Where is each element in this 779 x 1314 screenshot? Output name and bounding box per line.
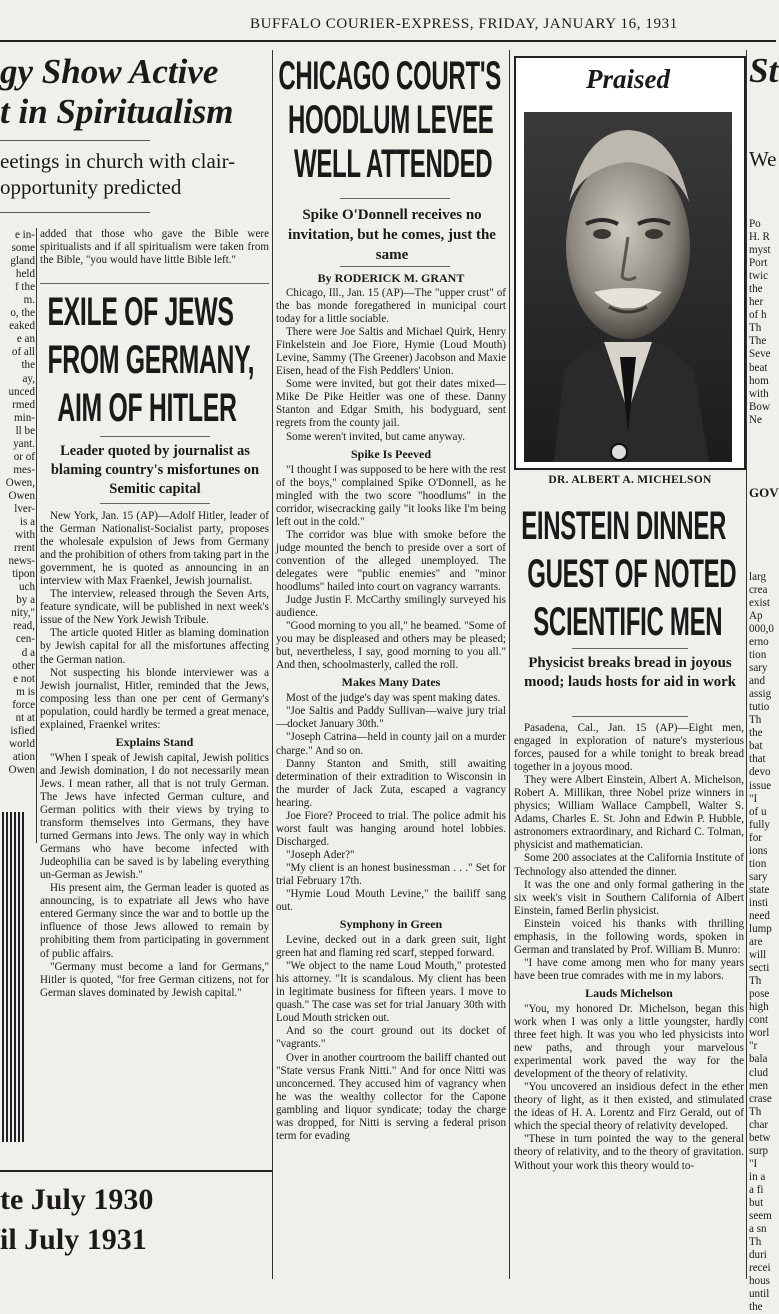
cut-line: issue xyxy=(749,779,772,792)
einstein-body xyxy=(514,722,744,1173)
cut-line: Th xyxy=(749,1236,762,1249)
cut-line: of h xyxy=(749,309,767,322)
cut-line: min- xyxy=(14,411,35,424)
cut-line: clud xyxy=(749,1066,769,1079)
subhead: GOV xyxy=(749,484,779,500)
cut-line: Th xyxy=(749,1105,762,1118)
paragraph: "These in turn pointed the way to the general theory of relativity, and to the theory of gravitation. Without your work this theory would to- xyxy=(514,1133,744,1172)
cut-line: nt at xyxy=(15,711,35,724)
cut-line: sary xyxy=(749,870,768,883)
paragraph: Einstein voiced his thanks with thrilling emphasis, in the following words, spoken in German and translated by Prof. William B. Munro: xyxy=(514,917,744,956)
divider xyxy=(340,198,450,199)
cut-line: with xyxy=(749,387,769,400)
hitler-body xyxy=(40,510,269,1000)
subhead: Symphony in Green xyxy=(339,917,443,932)
cut-line: tipon xyxy=(12,568,35,581)
cut-line: the xyxy=(749,283,763,296)
paragraph: Some weren't invited, but came anyway. xyxy=(286,430,466,443)
cut-line: betw xyxy=(749,1131,771,1144)
cut-line: tutio xyxy=(749,701,770,714)
paragraph: It was the one and only formal gathering in the six week's visit in Southern California of Albert Einstein, famed Berlin physicist. xyxy=(514,878,744,917)
einstein-deck: Physicist breaks bread in joyous mood; lauds hosts for aid in work xyxy=(524,655,736,690)
paragraph: Pasadena, Cal., Jan. 15 (AP)—Eight men, engaged in exploration of nature's mysterious forces, paused for a while tonight to break bread together in a joyous mood. xyxy=(514,722,744,774)
cut-line: worl xyxy=(749,1027,770,1040)
cut-line: for xyxy=(749,831,762,844)
headline-line: gy Show Active xyxy=(0,52,219,91)
cut-line: assig xyxy=(749,688,772,701)
paragraph: "When I speak of Jewish capital, Jewish politics and Jewish domination, I do not necessarily mean Jews. I mean rather, all that is not truly German. The Jews have infected German culture, and German politics with their views by trying to transform themselves into Germans, they have turned Germans into Jews. The only way in which Germans who have become infected with Judeophilia can be saved is by labeling everything un-German as Jewish." xyxy=(40,751,269,882)
photo-caption: DR. ALBERT A. MICHELSON xyxy=(548,474,712,486)
cut-line: f the xyxy=(14,281,35,294)
paragraph: "You uncovered an insidious defect in the ether theory of light, as it then existed, and stimulated the ideas of H. A. Lorentz and Firz Gerald, out of which the special theory of relativity developed. xyxy=(514,1081,744,1133)
paragraph: "Hymie Loud Mouth Levine," the bailiff sang out. xyxy=(276,888,506,914)
cut-line: held xyxy=(15,268,35,281)
cut-line: pose xyxy=(749,988,770,1001)
divider xyxy=(100,503,210,504)
column-rule xyxy=(272,50,273,1279)
spiritualism-headline xyxy=(0,52,270,132)
hitler-headline xyxy=(40,288,270,432)
paragraph: There were Joe Saltis and Michael Quirk, Henry Finkelstein and Joe Fiore, Hymie (Loud Mouth) Levine, Sammy (The Greener) Jacobson and Maxie Eisen, head of the Fish Peddlers' Union. xyxy=(276,326,506,378)
cut-text xyxy=(0,229,35,777)
cut-line: crea xyxy=(749,583,768,596)
cut-line: twic xyxy=(749,270,769,283)
divider xyxy=(0,212,150,213)
cut-line: but xyxy=(749,1197,764,1209)
headline-line: te July 1930 xyxy=(0,1183,154,1216)
cut-line: other xyxy=(12,659,35,672)
paragraph: Over in another courtroom the bailiff chanted out "State versus Frank Nitti." And for once Nitti was unconcerned. They accused him of vagrancy when he was the wealthy collector for the Capone gambling and liquor syndicate; today the charge was dropped, for Nitti is serving a federal prison term for evading xyxy=(276,1051,506,1142)
cut-line: exist xyxy=(749,596,770,609)
cut-line: 000,0 xyxy=(749,622,774,635)
cut-line: news- xyxy=(8,555,35,568)
divider xyxy=(0,140,150,141)
cut-line: Owen xyxy=(8,763,35,776)
cut-line: e an xyxy=(16,333,35,346)
paragraph: Some were invited, but got their dates mixed—Mike De Pike Heitler was one of these. Danny Stanton and Edgar Smith, his bodyguard, sent regrets from the county jail. xyxy=(276,378,506,430)
paragraph: "I have come among men who for many years have been true comrades with me in my labors. xyxy=(514,956,744,982)
cut-line: larg xyxy=(749,570,767,583)
paragraph: His present aim, the German leader is quoted as announcing, is to expatriate all Jews who have entered Germany since the war and to bottle up the influence of those Jews allowed to remain by prohibiting them from participating in government of public affairs. xyxy=(40,882,269,960)
border-strip xyxy=(2,812,26,1142)
paragraph: Most of the judge's day was spent making dates. xyxy=(286,692,501,705)
cut-line: duri xyxy=(749,1249,767,1262)
masthead: BUFFALO COURIER-EXPRESS, FRIDAY, JANUARY 16, 1931 xyxy=(250,16,678,32)
paragraph: "Joseph Ader?" xyxy=(286,848,355,861)
cut-line: the xyxy=(749,727,763,740)
cut-text xyxy=(749,218,776,427)
spiritualism-deck xyxy=(0,148,272,200)
hitler-deck: Leader quoted by journalist as blaming country's misfortunes on Semitic capital xyxy=(50,443,260,497)
cut-line: sary xyxy=(749,662,768,675)
paragraph: They were Albert Einstein, Albert A. Michelson, Robert A. Millikan, three Nobel prize winners in physics; William Wallace Campbell, Walter S. Adams, Charles E. St. John and Edwin P. Hubble, astronomers extraordinary, and Richard C. Tolman, physicist and mathematician. xyxy=(514,774,744,852)
cut-line: cen- xyxy=(15,633,35,646)
cut-line: with xyxy=(15,529,35,542)
cut-line: ions xyxy=(749,844,768,857)
cut-line: unced xyxy=(8,385,35,398)
headline-line: t in Spiritualism xyxy=(0,92,234,131)
paragraph: "My client is an honest businessman . . ." Set for trial February 17th. xyxy=(276,861,506,887)
cut-line: e not xyxy=(13,672,35,685)
cut-line: bala xyxy=(749,1053,768,1066)
cut-line: nity," xyxy=(11,607,35,620)
paragraph: added that those who gave the Bible were spiritualists and if all spiritualism were taken from the Bible, "you would have little Bible left." xyxy=(40,228,269,267)
cut-line: state xyxy=(749,883,770,896)
cut-line: bat xyxy=(749,740,763,753)
column-rule xyxy=(509,50,510,1279)
paragraph: "Germany must become a land for Germans," Hitler is quoted, "for free German citizens, not for German slaves dominated by Jewish capital." xyxy=(40,960,269,999)
cut-line: o, the xyxy=(10,307,35,320)
chicago-deck: Spike O'Donnell receives no invitation, but he comes, just the same xyxy=(288,207,496,263)
spiritualism-continuation xyxy=(40,228,269,267)
bottom-headline xyxy=(0,1180,272,1260)
headline-line: SCIENTIFIC MEN xyxy=(533,600,723,644)
cut-line: tion xyxy=(749,857,767,870)
paragraph: Joe Fiore? Proceed to trial. The police admit his worst fault was hanging around hotel lobbies. Discharged. xyxy=(276,809,506,848)
byline: By RODERICK M. GRANT xyxy=(317,271,465,285)
paragraph: "Joe Saltis and Paddy Sullivan—waive jury trial—docket January 30th." xyxy=(276,705,506,731)
headline-line: il July 1931 xyxy=(0,1223,147,1256)
cut-line: Owen, xyxy=(5,476,35,489)
cut-line: by a xyxy=(16,594,35,607)
portrait-image xyxy=(524,112,732,462)
michelson-photo xyxy=(524,112,732,462)
cut-line: the xyxy=(21,359,35,372)
cut-line: Bow xyxy=(749,400,770,413)
paragraph: And so the court ground out its docket of "vagrants." xyxy=(276,1025,506,1051)
cut-line: myst xyxy=(749,244,771,257)
cut-line: will xyxy=(749,949,767,962)
cut-line: tion xyxy=(749,649,767,662)
spiritualism-cut-column xyxy=(0,229,35,789)
chicago-body xyxy=(276,272,506,1143)
subhead: Explains Stand xyxy=(115,734,194,749)
cut-line: Ap xyxy=(749,609,763,622)
paragraph: "We object to the name Loud Mouth," protested his attorney. "It is scandalous. My client has been in legitimate business for fifteen years. I move to quash." The case was set for trial January 30th with Loud Mouth stricken out. xyxy=(276,960,506,1025)
column-rule xyxy=(746,50,747,1279)
cut-line: the xyxy=(749,1301,763,1314)
cut-line: yant. xyxy=(13,437,35,450)
cut-line: and xyxy=(749,675,766,688)
divider xyxy=(100,436,210,437)
cut-line: lump xyxy=(749,923,772,936)
cut-line: cont xyxy=(749,1014,769,1027)
divider xyxy=(572,648,688,649)
cut-line: eaked xyxy=(9,320,35,333)
cut-line: secti xyxy=(749,962,770,975)
right-edge-story xyxy=(749,50,779,1314)
subhead: Lauds Michelson xyxy=(585,985,673,1000)
subhead: Spike Is Peeved xyxy=(350,446,431,461)
cut-line: surp xyxy=(749,1144,769,1157)
cut-line: crase xyxy=(749,1092,772,1105)
divider xyxy=(572,716,688,717)
cut-line: lver- xyxy=(14,502,35,515)
cut-line: is a xyxy=(19,516,35,529)
headline-line: EINSTEIN DINNER xyxy=(521,504,727,548)
cut-line: m. xyxy=(23,294,35,307)
paragraph: "Joseph Catrina—held in county jail on a murder charge." And so on. xyxy=(276,731,506,757)
cut-text xyxy=(749,571,776,1314)
cut-line: H. R xyxy=(749,231,770,244)
paragraph: The corridor was blue with smoke before the judge mounted the bench to preside over a sort of convention of the alleged unemployed. The delegates were "public enemies" and "minor hoodlums" hailed into court on vagrancy warrants. xyxy=(276,528,506,593)
cut-line: devo xyxy=(749,766,771,779)
cut-line: until xyxy=(749,1288,770,1301)
cut-line: ay, xyxy=(22,372,35,385)
cut-line: isfied xyxy=(10,724,35,737)
cut-line: are xyxy=(749,936,763,949)
subhead: Makes Many Dates xyxy=(341,675,441,690)
headline-line: AIM OF HITLER xyxy=(57,386,237,430)
paragraph: Judge Justin F. McCarthy smilingly surveyed his audience. xyxy=(276,594,506,620)
paragraph: The article quoted Hitler as blaming domination by Jewish capital for all the misfortunes affecting the German nation. xyxy=(40,627,269,666)
cut-line: Owen xyxy=(8,489,35,502)
cut-line: The xyxy=(749,335,767,348)
chicago-headline xyxy=(276,54,508,186)
cut-line: uch xyxy=(18,581,35,594)
divider xyxy=(40,283,269,284)
cut-line: Port xyxy=(749,257,768,270)
headline-line: EXILE OF JEWS xyxy=(47,290,234,334)
column-rule xyxy=(36,228,37,843)
paragraph: The interview, released through the Seven Arts, feature syndicate, will be published in next week's issue of the New York Jewish Tribule. xyxy=(40,588,269,627)
cut-line: high xyxy=(749,1001,769,1014)
cut-line: recei xyxy=(749,1262,771,1275)
headline-line: FROM GERMANY, xyxy=(47,338,255,382)
cut-line: ation xyxy=(12,750,35,763)
cut-line: "I xyxy=(749,792,758,805)
paragraph: "Good morning to you all," he beamed. "Some of you may be displeased and others may be pleased; but, nevertheless, I say, good morning to you all." And then, schoolmasterly, called the roll. xyxy=(276,620,506,672)
cut-line: e in- xyxy=(14,229,35,241)
masthead-rule xyxy=(0,40,776,42)
headline-line: CHICAGO COURT'S xyxy=(278,54,501,98)
cut-line: rrent xyxy=(14,542,35,555)
cut-line: or of xyxy=(13,450,35,463)
cut-line: char xyxy=(749,1118,769,1131)
cut-line: "I xyxy=(749,1157,758,1170)
cut-line: need xyxy=(749,909,770,922)
cut-line: hous xyxy=(749,1275,770,1288)
cut-line: some xyxy=(11,242,35,255)
cut-line: of u xyxy=(749,805,767,818)
cut-line: gland xyxy=(10,255,35,268)
cut-line: that xyxy=(749,753,766,766)
headline-line: GUEST OF NOTED xyxy=(527,552,737,596)
cut-line: Seve xyxy=(749,348,771,361)
cut-line: read, xyxy=(13,620,35,633)
cut-line: Ne xyxy=(749,413,762,426)
headline-line: St xyxy=(749,51,779,90)
praised-label: Praised xyxy=(586,64,670,94)
deck-line: We xyxy=(749,147,777,171)
deck-line: eetings in church with clair- xyxy=(0,149,236,173)
paragraph: "You, my honored Dr. Michelson, began this work when I was only a little youngster, hardly three feet high. It was you who led physicists into new paths, and through your marvelous experimental work paved the way for the development of the theory of relativity. xyxy=(514,1002,744,1081)
paragraph: "I thought I was supposed to be here with the rest of the boys," complained Spike O'Donnell, as he mingled with the two score "hoodlums" in the corridor, wisecracking gaily "it looks like I'm being left out in the cold." xyxy=(276,463,506,528)
cut-line: mes- xyxy=(13,463,35,476)
paragraph: Levine, decked out in a dark green suit, light green hat and flaming red scarf, stepped forward. xyxy=(276,934,506,960)
paragraph: Some 200 associates at the California Institute of Technology also attended the dinner. xyxy=(514,852,744,878)
cut-line: force xyxy=(12,698,35,711)
cut-line: erno xyxy=(749,635,769,648)
cut-line: hom xyxy=(749,374,769,387)
cut-line: Po xyxy=(749,218,761,230)
deck-line: opportunity predicted xyxy=(0,175,182,199)
divider xyxy=(340,266,450,267)
paragraph: Not suspecting his blonde interviewer was a Jewish journalist, Hitler, reminded that the Jews, composing less than one per cent of Germany's population, could hardly be termed a great menace, explained, Fraenkel writes: xyxy=(40,666,269,731)
cut-line: her xyxy=(749,296,764,309)
cut-line: men xyxy=(749,1079,769,1092)
cut-line: d a xyxy=(21,646,35,659)
cut-line: beat xyxy=(749,361,768,374)
cut-line: Th xyxy=(749,714,762,727)
cut-line: m is xyxy=(16,685,35,698)
paragraph: Danny Stanton and Smith, still awaiting determination of their extradition to Wisconsin in the murder of Jack Zuta, escaped a vagrancy hearing. xyxy=(276,757,506,809)
cut-line: fully xyxy=(749,818,770,831)
cut-line: in a xyxy=(749,1170,766,1183)
divider xyxy=(0,1170,272,1172)
cut-line: rmed xyxy=(12,398,35,411)
headline-line: WELL ATTENDED xyxy=(294,142,493,186)
cut-line: of all xyxy=(11,346,35,359)
paragraph: New York, Jan. 15 (AP)—Adolf Hitler, leader of the German Nationalist-Socialist party, proposes the wholesale expulsion of Jews from Germany and the prohibition of others from taking part in the government, he is quoted as announcing in an interview with Max Fraenkel, Jewish journalist. xyxy=(40,510,269,588)
paragraph: Chicago, Ill., Jan. 15 (AP)—The "upper crust" of the bas monde foregathered in municipal court today for a little sociable. xyxy=(276,287,506,326)
cut-line: a sn xyxy=(749,1223,767,1236)
einstein-headline xyxy=(514,502,746,646)
cut-line: Th xyxy=(749,975,762,988)
cut-line: a fi xyxy=(749,1183,764,1196)
headline-line: HOODLUM LEVEE xyxy=(288,98,494,142)
cut-line: ll be xyxy=(15,424,35,437)
cut-line: world xyxy=(9,737,35,750)
cut-line: insti xyxy=(749,896,769,909)
cut-line: Th xyxy=(749,322,762,335)
cut-line: "r xyxy=(749,1040,758,1053)
cut-line: seem xyxy=(749,1210,772,1223)
